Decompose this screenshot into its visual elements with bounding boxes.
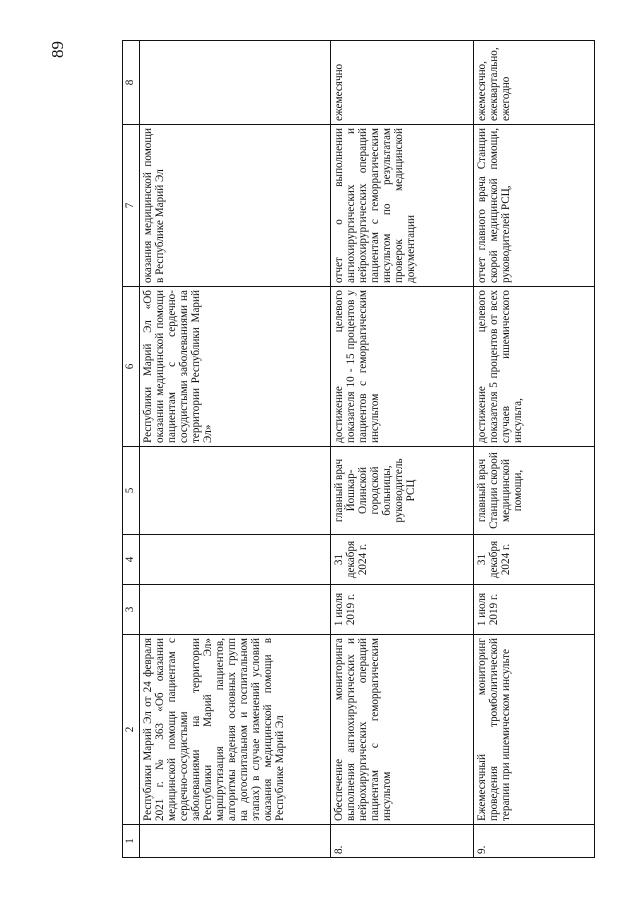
row-number: 9.	[474, 825, 595, 858]
period-cell: ежемесячно	[331, 41, 474, 125]
end-date-cell: 31 декабря 2024 г.	[331, 535, 474, 585]
row-number: 8.	[331, 825, 474, 858]
result-cell: отчет о выполнении ангиохирургических и нейрохирургических операций пациентам с геморрагическим инсультом по результатам проверок медицинской документации	[331, 125, 474, 287]
end-date-cell	[140, 535, 331, 585]
responsible-cell	[140, 447, 331, 535]
header-cell: 7	[123, 125, 140, 287]
result-cell: отчет главного врача Станции скорой медицинской помощи, руководителей РСЦ,	[474, 125, 595, 287]
header-cell: 1	[123, 825, 140, 858]
header-row	[123, 41, 140, 858]
header-cell: 4	[123, 535, 140, 585]
table-row	[474, 41, 595, 858]
header-cell: 8	[123, 41, 140, 125]
responsible-cell: главный врач Станции скорой медицинской помощи,	[474, 447, 595, 535]
page-number: 89	[48, 41, 67, 58]
header-cell: 5	[123, 447, 140, 535]
header-cell: 6	[123, 287, 140, 447]
start-date-cell: 1 июля 2019 г.	[474, 585, 595, 635]
indicator-cell: Республики Марий Эл «Об оказании медицинской помощи пациентам с сердечно-сосудистыми заболеваниями на территории Республики Марий Эл»	[140, 287, 331, 447]
indicator-cell: достижение целевого показателя 10 - 15 процентов у пациентов с геморрагическим инсультом	[331, 287, 474, 447]
plan-table	[122, 40, 595, 858]
table-row	[140, 41, 331, 858]
end-date-cell: 31 декабря 2024 г.	[474, 535, 595, 585]
header-cell: 2	[123, 635, 140, 825]
start-date-cell: 1 июля 2019 г.	[331, 585, 474, 635]
row-number	[140, 825, 331, 858]
indicator-cell: достижение целевого показателя 5 процентов от всех случаев ишемического инсульта,	[474, 287, 595, 447]
responsible-cell: главный врач Йошкар-Олинской городской больницы, руководитель РСЦ	[331, 447, 474, 535]
start-date-cell	[140, 585, 331, 635]
period-cell	[140, 41, 331, 125]
result-cell: оказания медицинской помощи в Республике Марий Эл	[140, 125, 331, 287]
period-cell: ежемесячно, ежеквартально, ежегодно	[474, 41, 595, 125]
action-cell: Ежемесячный мониторинг проведения тромболитической терапии при ишемическом инсульте	[474, 635, 595, 825]
table-row	[331, 41, 474, 858]
action-cell: Обеспечение мониторинга выполнения ангиохирургических и нейрохирургических операций пациентам с геморрагическим инсультом	[331, 635, 474, 825]
header-cell: 3	[123, 585, 140, 635]
rotated-table-container	[122, 41, 606, 858]
action-cell: Республики Марий Эл от 24 февраля 2021 г. № 363 «Об оказании медицинской помощи пациентам с сердечно-сосудистыми заболеваниями на территории Республики Марий Эл» маршрутизация пациентов, алгоритмы ведения основных групп на догоспитальном и госпитальном этапах) в случае изменений условий оказания медицинской помощи в Республике Марий Эл	[140, 635, 331, 825]
